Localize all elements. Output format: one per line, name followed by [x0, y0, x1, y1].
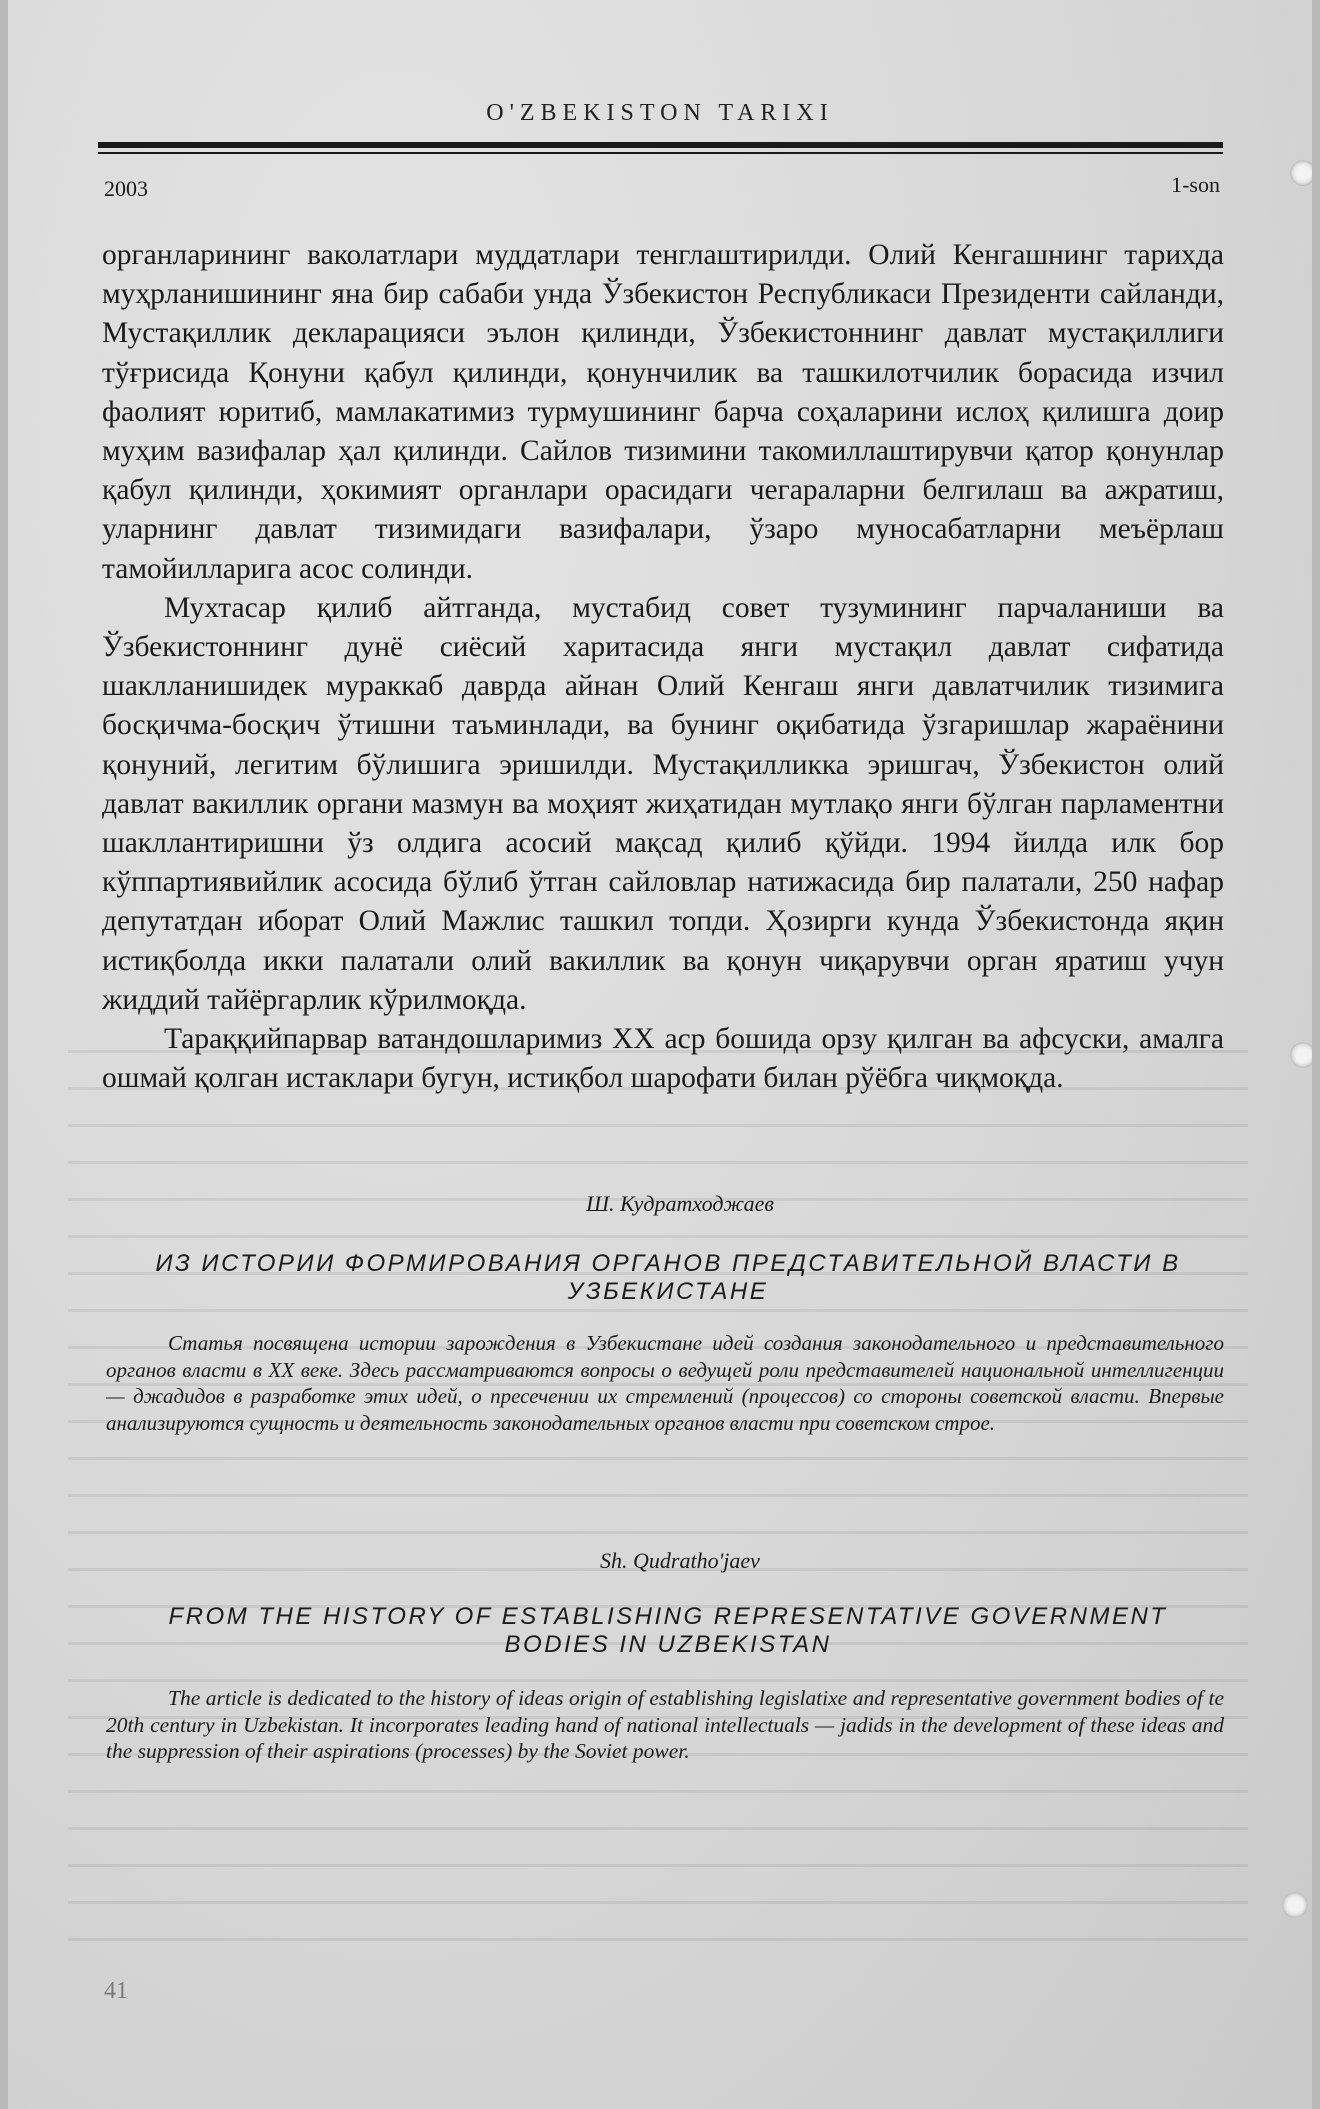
russian-abstract: Статья посвящена истории зарождения в Узбекистане идей создания законодательного и представительного органов власти в XX веке. Здесь рассматриваются вопросы о ведущей роли представителей национальной интеллигенции — джадидов в разработке этих идей, о пресечении их стремлений (процессов) со стороны советской власти. Впервые анализируются сущность и деятельность законодательных органов власти при советском строе. — [106, 1331, 1224, 1435]
english-abstract: The article is dedicated to the history of ideas origin of establishing legislatixe and representative government bodies of te 20th century in Uzbekistan. It incorporates leading hand of national intellectuals — jadids in the development of these ideas and the suppression of their aspirations (processes) by the Soviet power. — [106, 1686, 1224, 1763]
body-paragraph: Мухтасар қилиб айтганда, мустабид совет тузумининг парчаланиши ва Ўзбекистоннинг дунё сиёсий харитасида янги мустақил давлат сифатида шаклланишидек мураккаб даврда айнан Олий Кенгаш янги давлатчилик тизимига босқичма-босқич ўтишни таъминлади, ва бунинг оқибатида ўзгаришлар жараёнини қонуний, легитим бўлишига эришилди. Мустақилликка эришгач, Ўзбекистон олий давлат вакиллик органи мазмун ва моҳият жиҳатидан мутлақо янги бўлган парламентни шакллантиришни ўз олдига асосий мақсад қилиб қўйди. 1994 йилда илк бор кўппартиявийлик асосида бўлиб ўтган сайловлар натижасида бир палатали, 250 нафар депутатдан иборат Олий Мажлис ташкил топди. Ҳозирги кунда Ўзбекистонда яқин истиқболда икки палатали олий вакиллик ва қонун чиқарувчи орган яратиш учун жиддий тайёргарлик кўрилмоқда. — [102, 591, 1224, 1016]
issue-number: 1-son — [1171, 172, 1220, 197]
journal-title: O'ZBEKISTON TARIXI — [486, 100, 834, 126]
english-article-title: FROM THE HISTORY OF ESTABLISHING REPRESENTATIVE GOVERNMENT BODIES IN UZBEKISTAN — [168, 1603, 1168, 1658]
document-page — [8, 0, 1312, 2109]
bleed-through-texture — [68, 1050, 1248, 1950]
body-paragraph: органларининг ваколатлари муддатлари тенглаштирилди. Олий Кенгашнинг тарихда муҳрланишининг яна бир сабаби унда Ўзбекистон Республикаси Президенти сайланди, Мустақиллик декларацияси эълон қилинди, Ўзбекистоннинг давлат мустақиллиги тўғрисида Қонуни қабул қилинди, қонунчилик ва ташкилотчилик борасида изчил фаолият юритиб, мамлакатимиз турмушининг барча соҳаларини ислоҳ қилишга доир муҳим вазифалар ҳал қилинди. Сайлов тизимини такомиллаштирувчи қатор қонунлар қабул қилинди, ҳокимият органлари орасидаги чегараларни белгилаш ва ажратиш, уларнинг давлат тизимидаги вазифалари, ўзаро муносабатларни меъёрлаш тамойилларига асос солинди. — [102, 239, 1224, 585]
english-author: Sh. Qudratho'jaev — [600, 1548, 760, 1573]
issue-year: 2003 — [104, 176, 148, 201]
russian-author: Ш. Кудратходжаев — [586, 1191, 774, 1216]
russian-article-title: ИЗ ИСТОРИИ ФОРМИРОВАНИЯ ОРГАНОВ ПРЕДСТАВИТЕЛЬНОЙ ВЛАСТИ В УЗБЕКИСТАНЕ — [155, 1250, 1181, 1305]
body-paragraph: Тараққийпарвар ватандошларимиз XX аср бошида орзу қилган ва афсуски, амалга ошмай қолган истаклари бугун, истиқбол шарофати билан рўёбга чиқмоқда. — [102, 1023, 1224, 1095]
header-rule-thin — [98, 152, 1223, 154]
header-rule-thick — [98, 142, 1223, 148]
punch-hole — [1290, 160, 1312, 186]
punch-hole — [1282, 1892, 1308, 1918]
punch-hole — [1290, 1042, 1312, 1068]
article-body — [102, 236, 1224, 1098]
page-number: 41 — [104, 1978, 128, 2004]
